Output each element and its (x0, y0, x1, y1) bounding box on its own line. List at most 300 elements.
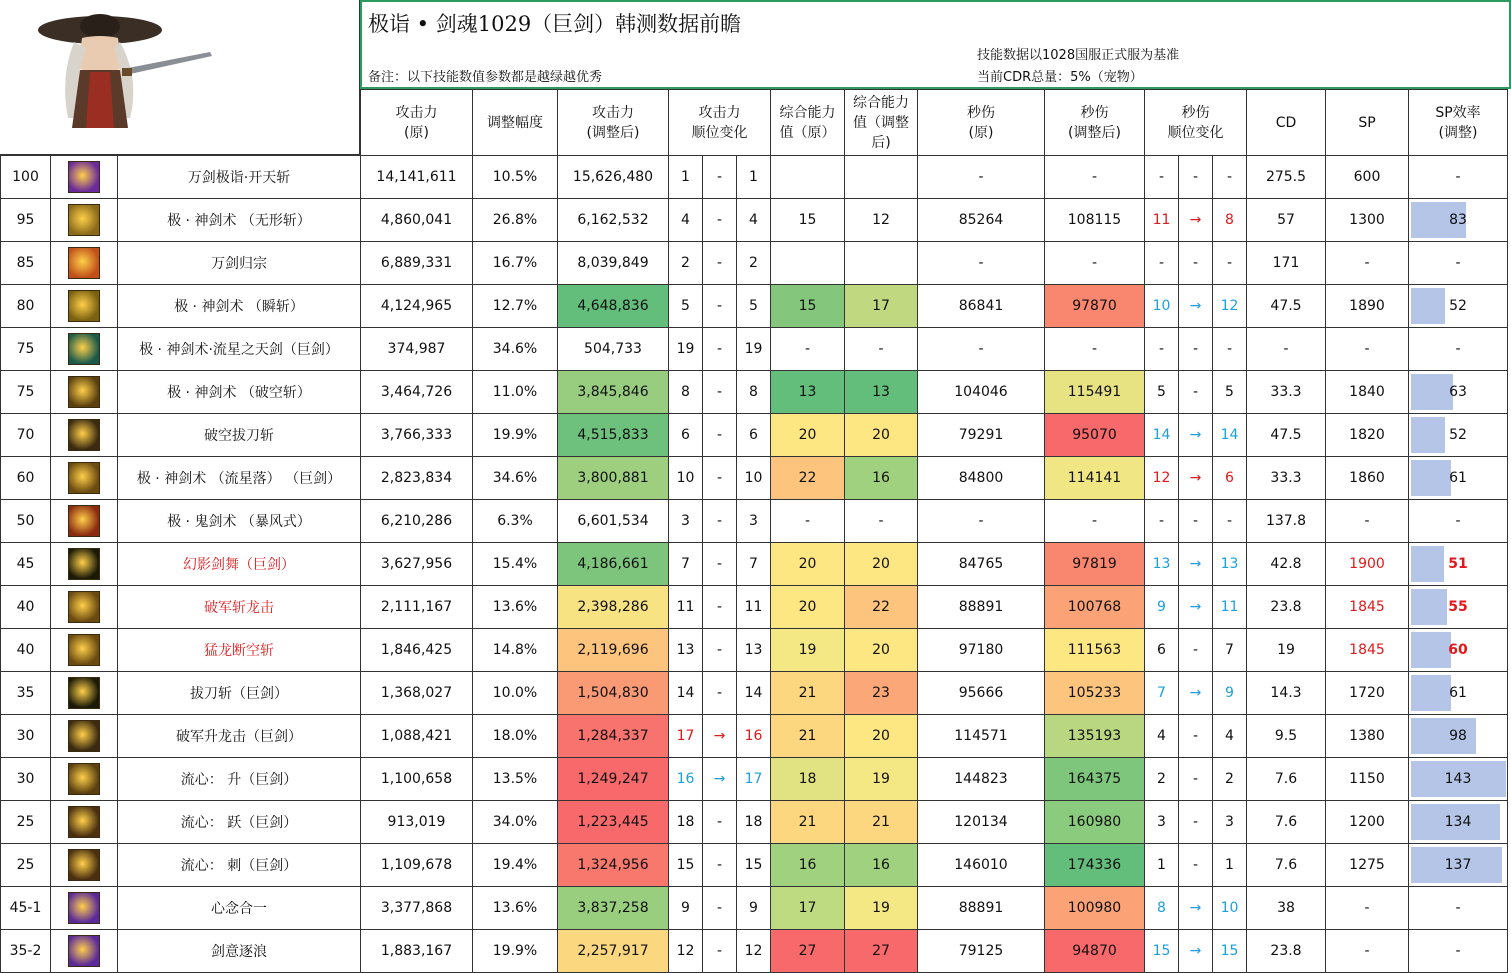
cd-cell: 7.6 (1247, 844, 1326, 887)
cap-orig-cell (771, 156, 845, 199)
sp-eff-databar (1411, 546, 1444, 582)
sp-eff-value: 55 (1448, 599, 1468, 615)
adjust-cell: 34.0% (473, 801, 558, 844)
table-row (1, 586, 1508, 629)
skill-name: 万剑极诣·开天斩 (118, 156, 361, 199)
sp-cell: 600 (1326, 156, 1409, 199)
level-cell: 50 (1, 500, 51, 543)
dps-rank-after: - (1213, 242, 1247, 285)
atk-new-cell: 1,324,956 (558, 844, 669, 887)
cap-orig-cell: 20 (771, 543, 845, 586)
dps-orig-cell: 97180 (918, 629, 1045, 672)
sp-eff-value: 61 (1449, 470, 1467, 486)
skill-icon (68, 892, 100, 924)
atk-new-cell: 1,504,830 (558, 672, 669, 715)
dps-rank-before: 12 (1145, 457, 1179, 500)
adjust-cell: 12.7% (473, 285, 558, 328)
level-cell: 45 (1, 543, 51, 586)
dps-orig-cell: 95666 (918, 672, 1045, 715)
dps-new-cell: 135193 (1045, 715, 1145, 758)
table-row (1, 371, 1508, 414)
sp-eff-cell (1409, 629, 1508, 672)
table-row (1, 543, 1508, 586)
sp-cell: 1200 (1326, 801, 1409, 844)
atk-orig-cell: 3,766,333 (361, 414, 473, 457)
atk-rank-arrow: - (703, 887, 737, 930)
sp-cell: 1860 (1326, 457, 1409, 500)
table-row (1, 199, 1508, 242)
dps-rank-before: 11 (1145, 199, 1179, 242)
dps-rank-arrow: - (1179, 801, 1213, 844)
cap-orig-cell: 18 (771, 758, 845, 801)
table-row (1, 457, 1508, 500)
atk-rank-before: 14 (669, 672, 703, 715)
dps-orig-cell: - (918, 242, 1045, 285)
dps-rank-before: 13 (1145, 543, 1179, 586)
skill-icon (68, 548, 100, 580)
cd-cell: 33.3 (1247, 457, 1326, 500)
dps-new-cell: 111563 (1045, 629, 1145, 672)
atk-new-cell: 4,515,833 (558, 414, 669, 457)
cdr-text: 当前CDR总量：5%（宠物） (977, 70, 1143, 85)
atk-rank-after: 19 (737, 328, 771, 371)
skill-name: 极 · 神剑术·流星之天剑（巨剑） (118, 328, 361, 371)
cap-orig-cell (771, 242, 845, 285)
atk-rank-after: 9 (737, 887, 771, 930)
skill-icon-cell (51, 285, 118, 328)
atk-rank-arrow: - (703, 801, 737, 844)
atk-new-cell: 1,249,247 (558, 758, 669, 801)
table-row (1, 672, 1508, 715)
atk-rank-arrow: - (703, 328, 737, 371)
col-dps-orig: 秒伤 (原) (918, 90, 1045, 156)
atk-new-cell: 2,257,917 (558, 930, 669, 973)
level-cell: 40 (1, 629, 51, 672)
cd-cell: 47.5 (1247, 414, 1326, 457)
sp-eff-value: - (1455, 169, 1461, 185)
dps-new-cell: 97819 (1045, 543, 1145, 586)
skill-icon-cell (51, 371, 118, 414)
sp-eff-value: - (1455, 255, 1461, 271)
atk-new-cell: 4,186,661 (558, 543, 669, 586)
dps-new-cell: 100980 (1045, 887, 1145, 930)
skill-name: 极 · 神剑术 （流星落） （巨剑） (118, 457, 361, 500)
sp-eff-cell (1409, 586, 1508, 629)
dps-rank-arrow: → (1179, 930, 1213, 973)
dps-rank-before: - (1145, 500, 1179, 543)
atk-rank-after: 1 (737, 156, 771, 199)
sp-eff-value: 98 (1449, 728, 1467, 744)
cd-cell: 33.3 (1247, 371, 1326, 414)
dps-orig-cell: 85264 (918, 199, 1045, 242)
table-row (1, 629, 1508, 672)
level-cell: 35-2 (1, 930, 51, 973)
skill-name: 心念合一 (118, 887, 361, 930)
skill-icon (68, 720, 100, 752)
skill-name: 极 · 神剑术 （瞬斩） (118, 285, 361, 328)
col-cap-new: 综合能力 值（调整 后) (845, 90, 918, 156)
skill-name: 剑意逐浪 (118, 930, 361, 973)
sp-eff-cell (1409, 156, 1508, 199)
atk-rank-arrow: - (703, 586, 737, 629)
skill-icon (68, 204, 100, 236)
dps-new-cell: - (1045, 328, 1145, 371)
dps-rank-after: 13 (1213, 543, 1247, 586)
sp-cell: - (1326, 887, 1409, 930)
atk-rank-arrow: - (703, 414, 737, 457)
level-cell: 25 (1, 844, 51, 887)
atk-rank-after: 10 (737, 457, 771, 500)
table-row (1, 844, 1508, 887)
cap-new-cell: 20 (845, 414, 918, 457)
dps-rank-arrow: → (1179, 457, 1213, 500)
level-cell: 30 (1, 758, 51, 801)
dps-new-cell: 100768 (1045, 586, 1145, 629)
atk-rank-before: 5 (669, 285, 703, 328)
sp-eff-value: 83 (1449, 212, 1467, 228)
sp-eff-cell (1409, 801, 1508, 844)
dps-new-cell: 97870 (1045, 285, 1145, 328)
sp-eff-value: - (1455, 513, 1461, 529)
dps-orig-cell: - (918, 500, 1045, 543)
atk-rank-arrow: - (703, 457, 737, 500)
skill-icon-cell (51, 844, 118, 887)
cd-cell: 7.6 (1247, 801, 1326, 844)
adjust-cell: 13.5% (473, 758, 558, 801)
skill-icon-cell (51, 930, 118, 973)
sp-eff-value: 143 (1444, 771, 1472, 787)
adjust-cell: 13.6% (473, 586, 558, 629)
cap-new-cell: 20 (845, 715, 918, 758)
dps-orig-cell: 84800 (918, 457, 1045, 500)
atk-orig-cell: 2,111,167 (361, 586, 473, 629)
dps-rank-after: 15 (1213, 930, 1247, 973)
skill-icon (68, 333, 100, 365)
dps-new-cell: 115491 (1045, 371, 1145, 414)
cd-cell: 9.5 (1247, 715, 1326, 758)
cap-new-cell (845, 242, 918, 285)
dps-new-cell: 105233 (1045, 672, 1145, 715)
skill-icon-cell (51, 801, 118, 844)
atk-rank-before: 12 (669, 930, 703, 973)
col-cap-orig: 综合能力 值（原） (771, 90, 845, 156)
atk-rank-arrow: - (703, 629, 737, 672)
cd-cell: 275.5 (1247, 156, 1326, 199)
sp-eff-value: 52 (1449, 298, 1467, 314)
col-dps-rank: 秒伤 顺位变化 (1145, 90, 1247, 156)
table-row (1, 887, 1508, 930)
dps-rank-before: - (1145, 156, 1179, 199)
dps-new-cell: - (1045, 500, 1145, 543)
sp-eff-databar (1411, 288, 1445, 324)
skill-name: 极 · 神剑术 （无形斩） (118, 199, 361, 242)
sp-eff-cell (1409, 285, 1508, 328)
atk-new-cell: 1,223,445 (558, 801, 669, 844)
cd-cell: 42.8 (1247, 543, 1326, 586)
dps-rank-after: 6 (1213, 457, 1247, 500)
skill-icon-cell (51, 199, 118, 242)
sp-eff-value: 60 (1448, 642, 1468, 658)
cap-orig-cell: - (771, 328, 845, 371)
table-row (1, 715, 1508, 758)
dps-rank-arrow: → (1179, 672, 1213, 715)
adjust-cell: 26.8% (473, 199, 558, 242)
atk-new-cell: 8,039,849 (558, 242, 669, 285)
cap-orig-cell: - (771, 500, 845, 543)
dps-rank-before: 15 (1145, 930, 1179, 973)
atk-orig-cell: 1,883,167 (361, 930, 473, 973)
adjust-cell: 16.7% (473, 242, 558, 285)
atk-rank-before: 10 (669, 457, 703, 500)
skill-name: 流心： 跃（巨剑） (118, 801, 361, 844)
atk-orig-cell: 3,627,956 (361, 543, 473, 586)
atk-rank-before: 7 (669, 543, 703, 586)
sp-eff-databar (1411, 632, 1451, 668)
atk-rank-before: 15 (669, 844, 703, 887)
cap-new-cell: 27 (845, 930, 918, 973)
atk-orig-cell: 6,210,286 (361, 500, 473, 543)
sp-eff-cell (1409, 414, 1508, 457)
sp-cell: 1275 (1326, 844, 1409, 887)
table-row (1, 414, 1508, 457)
atk-rank-arrow: - (703, 930, 737, 973)
atk-new-cell: 2,398,286 (558, 586, 669, 629)
dps-rank-before: 4 (1145, 715, 1179, 758)
skill-icon (68, 290, 100, 322)
dps-rank-arrow: → (1179, 887, 1213, 930)
table-row (1, 758, 1508, 801)
col-atk-rank: 攻击力 顺位变化 (669, 90, 771, 156)
dps-rank-before: 1 (1145, 844, 1179, 887)
skill-icon-cell (51, 414, 118, 457)
sp-eff-cell (1409, 844, 1508, 887)
adjust-cell: 14.8% (473, 629, 558, 672)
dps-rank-arrow: → (1179, 199, 1213, 242)
dps-rank-before: 8 (1145, 887, 1179, 930)
dps-orig-cell: 146010 (918, 844, 1045, 887)
atk-rank-after: 15 (737, 844, 771, 887)
cap-new-cell: 21 (845, 801, 918, 844)
dps-new-cell: 108115 (1045, 199, 1145, 242)
atk-rank-before: 18 (669, 801, 703, 844)
sp-eff-cell (1409, 715, 1508, 758)
adjust-cell: 11.0% (473, 371, 558, 414)
dps-orig-cell: 104046 (918, 371, 1045, 414)
dps-rank-after: 9 (1213, 672, 1247, 715)
level-cell: 70 (1, 414, 51, 457)
dps-rank-arrow: - (1179, 242, 1213, 285)
atk-orig-cell: 3,377,868 (361, 887, 473, 930)
atk-rank-after: 13 (737, 629, 771, 672)
atk-rank-arrow: - (703, 199, 737, 242)
atk-rank-arrow: - (703, 672, 737, 715)
cap-new-cell (845, 156, 918, 199)
cd-cell: 7.6 (1247, 758, 1326, 801)
page-title: 极诣 • 剑魂1029（巨剑）韩测数据前瞻 (368, 12, 742, 36)
atk-orig-cell: 14,141,611 (361, 156, 473, 199)
table-row (1, 156, 1508, 199)
skill-icon-cell (51, 242, 118, 285)
skill-name: 流心： 刺（巨剑） (118, 844, 361, 887)
atk-rank-before: 3 (669, 500, 703, 543)
atk-orig-cell: 374,987 (361, 328, 473, 371)
sp-eff-value: 61 (1449, 685, 1467, 701)
sp-eff-cell (1409, 457, 1508, 500)
atk-rank-after: 11 (737, 586, 771, 629)
level-cell: 95 (1, 199, 51, 242)
atk-rank-after: 2 (737, 242, 771, 285)
sp-eff-cell (1409, 500, 1508, 543)
dps-rank-arrow: - (1179, 371, 1213, 414)
dps-orig-cell: 88891 (918, 586, 1045, 629)
cap-new-cell: - (845, 328, 918, 371)
cap-orig-cell: 20 (771, 586, 845, 629)
dps-rank-after: 11 (1213, 586, 1247, 629)
sp-cell: 1890 (1326, 285, 1409, 328)
level-cell: 45-1 (1, 887, 51, 930)
dps-new-cell: 95070 (1045, 414, 1145, 457)
skill-icon (68, 161, 100, 193)
dps-orig-cell: 144823 (918, 758, 1045, 801)
table-row (1, 328, 1508, 371)
table-row (1, 801, 1508, 844)
skill-icon (68, 247, 100, 279)
dps-orig-cell: - (918, 328, 1045, 371)
sp-cell: 1380 (1326, 715, 1409, 758)
skill-icon (68, 677, 100, 709)
dps-rank-after: 12 (1213, 285, 1247, 328)
dps-rank-after: 8 (1213, 199, 1247, 242)
atk-new-cell: 6,162,532 (558, 199, 669, 242)
adjust-cell: 10.5% (473, 156, 558, 199)
dps-rank-after: 10 (1213, 887, 1247, 930)
cd-cell: 38 (1247, 887, 1326, 930)
sp-cell: 1720 (1326, 672, 1409, 715)
cd-cell: 57 (1247, 199, 1326, 242)
skill-name: 拔刀斩（巨剑） (118, 672, 361, 715)
sp-eff-value: 134 (1444, 814, 1472, 830)
sp-eff-value: 63 (1449, 384, 1467, 400)
sp-cell: 1820 (1326, 414, 1409, 457)
atk-new-cell: 504,733 (558, 328, 669, 371)
atk-rank-after: 12 (737, 930, 771, 973)
sp-cell: - (1326, 328, 1409, 371)
dps-rank-arrow: - (1179, 328, 1213, 371)
atk-rank-arrow: - (703, 242, 737, 285)
dps-rank-before: 6 (1145, 629, 1179, 672)
atk-rank-before: 17 (669, 715, 703, 758)
level-cell: 40 (1, 586, 51, 629)
atk-rank-arrow: - (703, 543, 737, 586)
dps-rank-arrow: → (1179, 543, 1213, 586)
atk-orig-cell: 3,464,726 (361, 371, 473, 414)
dps-rank-arrow: → (1179, 414, 1213, 457)
atk-rank-before: 4 (669, 199, 703, 242)
atk-rank-arrow: → (703, 758, 737, 801)
dps-orig-cell: 79291 (918, 414, 1045, 457)
dps-rank-arrow: - (1179, 844, 1213, 887)
skill-icon-cell (51, 328, 118, 371)
skill-icon (68, 849, 100, 881)
atk-rank-after: 7 (737, 543, 771, 586)
adjust-cell: 6.3% (473, 500, 558, 543)
atk-rank-after: 6 (737, 414, 771, 457)
cap-orig-cell: 15 (771, 199, 845, 242)
col-sp-eff: SP效率 (调整) (1409, 90, 1508, 156)
atk-new-cell: 3,837,258 (558, 887, 669, 930)
sp-cell: 1840 (1326, 371, 1409, 414)
dps-rank-after: 5 (1213, 371, 1247, 414)
skill-icon (68, 462, 100, 494)
level-cell: 85 (1, 242, 51, 285)
dps-new-cell: 94870 (1045, 930, 1145, 973)
skill-icon-cell (51, 156, 118, 199)
atk-rank-after: 4 (737, 199, 771, 242)
sp-eff-databar (1411, 675, 1451, 711)
level-cell: 80 (1, 285, 51, 328)
cap-orig-cell: 17 (771, 887, 845, 930)
cap-orig-cell: 22 (771, 457, 845, 500)
skill-icon-cell (51, 672, 118, 715)
atk-orig-cell: 2,823,834 (361, 457, 473, 500)
dps-orig-cell: 114571 (918, 715, 1045, 758)
sp-eff-databar (1411, 374, 1453, 410)
sp-eff-cell (1409, 887, 1508, 930)
sp-eff-cell (1409, 199, 1508, 242)
col-adjust: 调整幅度 (473, 90, 558, 156)
cap-new-cell: 22 (845, 586, 918, 629)
dps-orig-cell: 88891 (918, 887, 1045, 930)
atk-orig-cell: 1,109,678 (361, 844, 473, 887)
header-blank (1, 90, 361, 156)
skill-icon-cell (51, 629, 118, 672)
col-atk-orig: 攻击力 (原) (361, 90, 473, 156)
skill-icon-cell (51, 586, 118, 629)
sp-eff-databar (1411, 589, 1447, 625)
sp-cell: 1300 (1326, 199, 1409, 242)
dps-rank-after: 2 (1213, 758, 1247, 801)
cap-new-cell: 13 (845, 371, 918, 414)
skill-name: 破军斩龙击 (118, 586, 361, 629)
dps-rank-after: 4 (1213, 715, 1247, 758)
atk-orig-cell: 1,088,421 (361, 715, 473, 758)
atk-rank-before: 16 (669, 758, 703, 801)
dps-orig-cell: - (918, 156, 1045, 199)
atk-rank-before: 1 (669, 156, 703, 199)
dps-rank-after: 3 (1213, 801, 1247, 844)
atk-new-cell: 2,119,696 (558, 629, 669, 672)
level-cell: 35 (1, 672, 51, 715)
atk-rank-before: 8 (669, 371, 703, 414)
sp-eff-value: 137 (1444, 857, 1472, 873)
skill-icon-cell (51, 500, 118, 543)
sp-eff-value: 52 (1449, 427, 1467, 443)
dps-rank-after: - (1213, 328, 1247, 371)
cap-orig-cell: 15 (771, 285, 845, 328)
basis-text: 技能数据以1028国服正式服为基准 (977, 48, 1180, 63)
atk-rank-before: 11 (669, 586, 703, 629)
dps-rank-after: - (1213, 156, 1247, 199)
skill-name: 破军升龙击（巨剑） (118, 715, 361, 758)
skill-name: 破空拔刀斩 (118, 414, 361, 457)
atk-new-cell: 3,845,846 (558, 371, 669, 414)
cap-new-cell: 20 (845, 543, 918, 586)
atk-rank-after: 17 (737, 758, 771, 801)
dps-new-cell: - (1045, 156, 1145, 199)
dps-orig-cell: 86841 (918, 285, 1045, 328)
cap-new-cell: 17 (845, 285, 918, 328)
atk-rank-before: 13 (669, 629, 703, 672)
